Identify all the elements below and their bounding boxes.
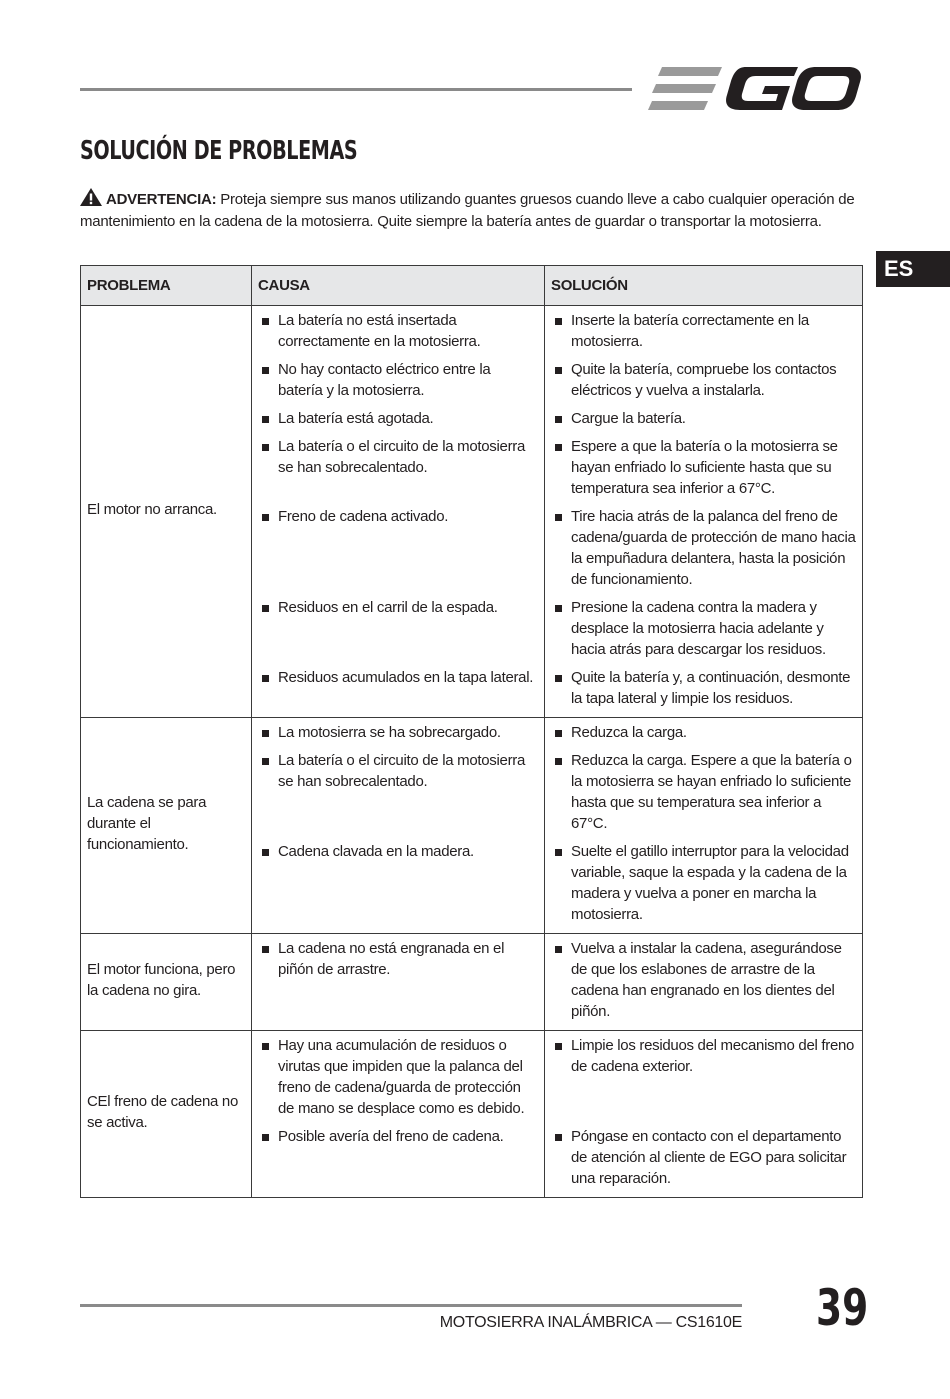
- cause-item: Residuos en el carril de la espada.: [258, 597, 538, 660]
- problem-cell: La cadena se para durante el funcionamiento.: [81, 718, 252, 934]
- solution-item: Vuelva a instalar la cadena, asegurándose de que los eslabones de arrastre de la cadena han engranado en los dientes del piñón.: [551, 938, 856, 1022]
- cause-item: Residuos acumulados en la tapa lateral.: [258, 667, 538, 709]
- solution-item: Inserte la batería correctamente en la motosierra.: [551, 310, 856, 352]
- header-problem: PROBLEMA: [81, 266, 252, 306]
- solution-item: Espere a que la batería o la motosierra se hayan enfriado lo suficiente hasta que su temperatura sea inferior a 67°C.: [551, 436, 856, 499]
- troubleshooting-table: [80, 265, 863, 1198]
- table-header-row: [81, 266, 863, 306]
- cause-item: La motosierra se ha sobrecargado.: [258, 722, 538, 743]
- solution-item: Tire hacia atrás de la palanca del freno de cadena/guarda de protección de mano hacia la empuñadura delantera, hasta la posición de funcionamiento.: [551, 506, 856, 590]
- solution-item: Reduzca la carga. Espere a que la batería o la motosierra se hayan enfriado lo suficiente hasta que su temperatura sea inferior a 67°C.: [551, 750, 856, 834]
- table-row: [81, 934, 863, 1031]
- problem-cell: CEl freno de cadena no se activa.: [81, 1031, 252, 1198]
- header-solution: SOLUCIÓN: [545, 266, 863, 306]
- table-row: [81, 1031, 863, 1198]
- cause-cell: [252, 718, 545, 934]
- cause-item: La cadena no está engranada en el piñón de arrastre.: [258, 938, 538, 1022]
- header-cause: CAUSA: [252, 266, 545, 306]
- cause-list: [258, 1035, 538, 1189]
- table-row: [81, 718, 863, 934]
- cause-item: La batería está agotada.: [258, 408, 538, 429]
- cause-item: No hay contacto eléctrico entre la batería y la motosierra.: [258, 359, 538, 401]
- cause-cell: [252, 934, 545, 1031]
- cause-item: Freno de cadena activado.: [258, 506, 538, 590]
- page-number: 39: [816, 1279, 869, 1337]
- warning-notice: [80, 188, 870, 233]
- footer-product-name: MOTOSIERRA INALÁMBRICA — CS1610E: [439, 1314, 742, 1331]
- warning-triangle-icon: [80, 188, 102, 206]
- language-tab: ES: [876, 251, 950, 287]
- warning-label: ADVERTENCIA:: [106, 191, 217, 208]
- solution-item: Suelte el gatillo interruptor para la velocidad variable, saque la espada y la cadena de la madera y vuelva a poner en marcha la motosierra.: [551, 841, 856, 925]
- solution-cell: [545, 718, 863, 934]
- solution-item: Quite la batería, compruebe los contactos eléctricos y vuelva a instalarla.: [551, 359, 856, 401]
- cause-item: Posible avería del freno de cadena.: [258, 1126, 538, 1189]
- cause-list: [258, 938, 538, 1022]
- cause-item: Hay una acumulación de residuos o virutas que impiden que la palanca del freno de cadena/guarda de protección de mano se desplace como es debido.: [258, 1035, 538, 1119]
- solution-cell: [545, 934, 863, 1031]
- cause-item: La batería o el circuito de la motosierra se han sobrecalentado.: [258, 750, 538, 834]
- cause-list: [258, 310, 538, 709]
- solution-list: [551, 938, 856, 1022]
- ego-logo: [648, 64, 862, 114]
- problem-cell: El motor funciona, pero la cadena no gira.: [81, 934, 252, 1031]
- solution-list: [551, 310, 856, 709]
- solution-cell: [545, 1031, 863, 1198]
- solution-item: Quite la batería y, a continuación, desmonte la tapa lateral y limpie los residuos.: [551, 667, 856, 709]
- solution-item: Reduzca la carga.: [551, 722, 856, 743]
- footer-rule: [80, 1304, 742, 1307]
- cause-item: La batería no está insertada correctamente en la motosierra.: [258, 310, 538, 352]
- header-rule: [80, 88, 632, 91]
- solution-cell: [545, 306, 863, 718]
- solution-item: Cargue la batería.: [551, 408, 856, 429]
- page-title: SOLUCIÓN DE PROBLEMAS: [80, 136, 358, 166]
- cause-item: La batería o el circuito de la motosierra se han sobrecalentado.: [258, 436, 538, 499]
- solution-item: Presione la cadena contra la madera y desplace la motosierra hacia adelante y hacia atrás para descargar los residuos.: [551, 597, 856, 660]
- cause-list: [258, 722, 538, 925]
- cause-cell: [252, 306, 545, 718]
- problem-cell: El motor no arranca.: [81, 306, 252, 718]
- solution-list: [551, 1035, 856, 1189]
- solution-item: Póngase en contacto con el departamento de atención al cliente de EGO para solicitar una reparación.: [551, 1126, 856, 1189]
- solution-list: [551, 722, 856, 925]
- solution-item: Limpie los residuos del mecanismo del freno de cadena exterior.: [551, 1035, 856, 1119]
- warning-text: Proteja siempre sus manos utilizando guantes gruesos cuando lleve a cabo cualquier operación de mantenimiento en la cadena de la motosierra. Quite siempre la batería antes de guardar o transportar la motosierra.: [80, 191, 855, 230]
- cause-item: Cadena clavada en la madera.: [258, 841, 538, 925]
- cause-cell: [252, 1031, 545, 1198]
- table-row: [81, 306, 863, 718]
